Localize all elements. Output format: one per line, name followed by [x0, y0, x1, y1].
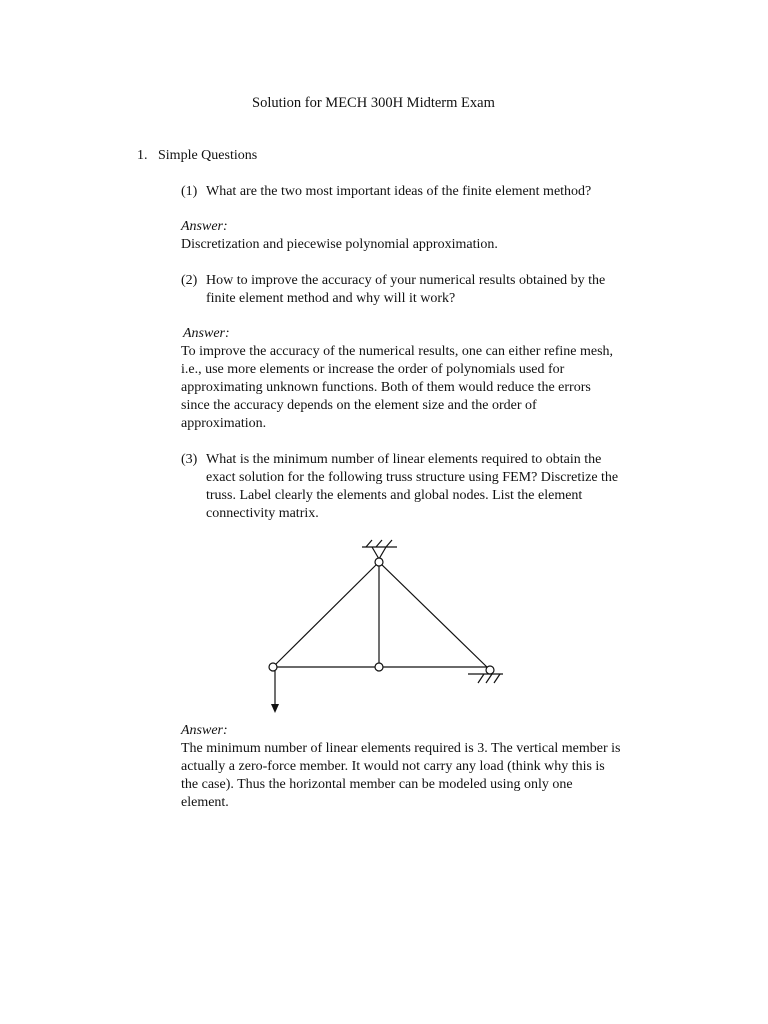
section-number: 1.	[137, 148, 148, 163]
top-support-hatch	[376, 540, 382, 547]
load-arrow-head	[271, 704, 279, 713]
right-support-hatch	[478, 674, 484, 683]
question-3-text-line: truss. Label clearly the elements and global nodes. List the element	[206, 488, 583, 503]
node-middle	[375, 663, 383, 671]
right-diagonal-member	[379, 562, 490, 670]
right-support-hatch	[486, 674, 492, 683]
question-3-text-line: exact solution for the following truss structure using FEM? Discretize the	[206, 470, 619, 485]
question-3-number: (3)	[181, 452, 198, 467]
right-support-hatch	[494, 674, 500, 683]
left-diagonal-member	[273, 562, 379, 667]
document-title: Solution for MECH 300H Midterm Exam	[252, 95, 495, 111]
section-label: Simple Questions	[158, 148, 258, 163]
question-2-text-line: finite element method and why will it work?	[206, 291, 456, 306]
top-support-hatch	[386, 540, 392, 547]
node-right	[486, 666, 494, 674]
top-support-leg	[379, 547, 386, 559]
question-2-answer-label: Answer:	[183, 326, 230, 341]
question-3-answer-line: the case). Thus the horizontal member can be modeled using only one	[181, 777, 573, 792]
question-3-answer-line: actually a zero-force member. It would not carry any load (think why this is	[181, 759, 605, 774]
top-support-hatch	[366, 540, 372, 547]
question-2-answer-line: To improve the accuracy of the numerical results, one can either refine mesh,	[181, 344, 614, 359]
question-1-answer-line: Discretization and piecewise polynomial approximation.	[181, 237, 498, 252]
top-support-leg	[372, 547, 379, 559]
question-2-answer-line: approximating unknown functions. Both of them would reduce the errors	[181, 380, 591, 395]
question-3-text-line: What is the minimum number of linear elements required to obtain the	[206, 452, 602, 467]
question-2-answer-line: approximation.	[181, 416, 267, 431]
question-3-answer-label: Answer:	[181, 723, 228, 738]
question-2-number: (2)	[181, 273, 198, 288]
node-top	[375, 558, 383, 566]
question-2-answer-line: i.e., use more elements or increase the order of polynomials used for	[181, 362, 565, 377]
question-1-text: What are the two most important ideas of the finite element method?	[206, 184, 592, 199]
question-2-text-line: How to improve the accuracy of your numerical results obtained by the	[206, 273, 606, 288]
question-3-answer-line: The minimum number of linear elements required is 3. The vertical member is	[181, 741, 621, 756]
question-1-number: (1)	[181, 184, 198, 199]
node-left	[269, 663, 277, 671]
question-3-text-line: connectivity matrix.	[206, 506, 319, 521]
question-3-answer-line: element.	[181, 795, 229, 810]
question-2-answer-line: since the accuracy depends on the element size and the order of	[181, 398, 537, 413]
question-1-answer-label: Answer:	[181, 219, 228, 234]
